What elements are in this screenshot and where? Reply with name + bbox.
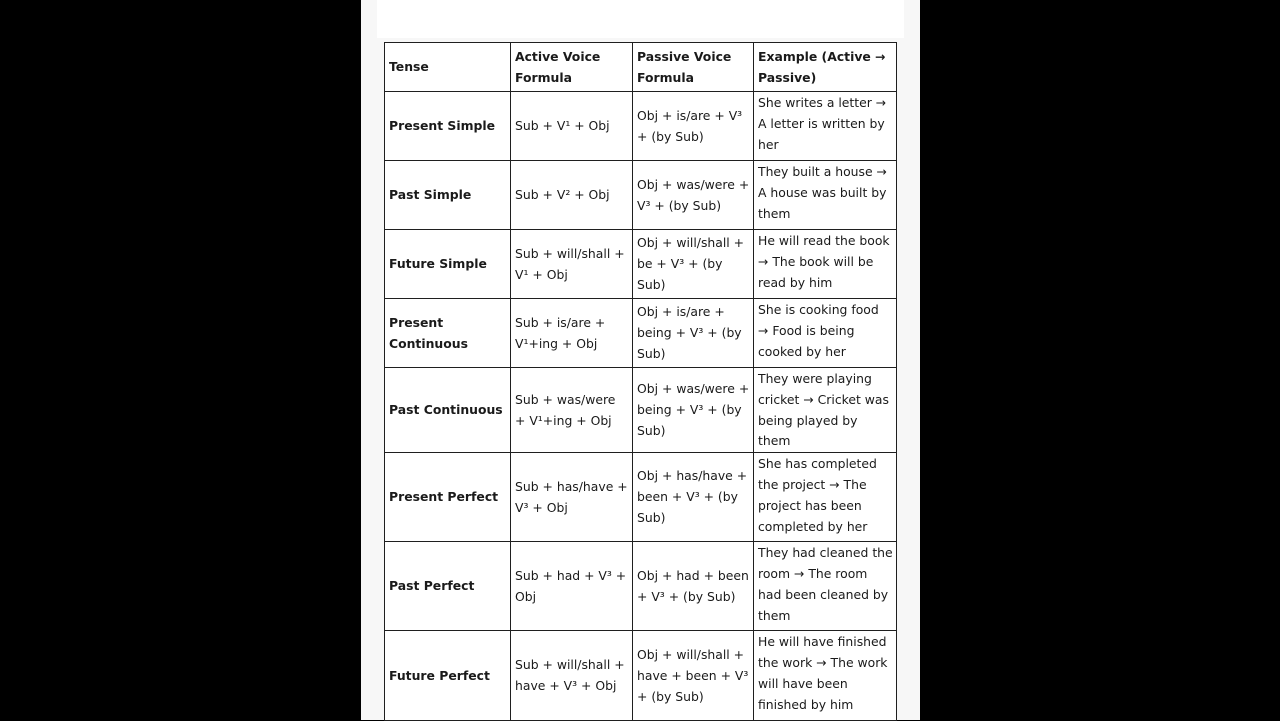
example-cell: He will have finished the work → The work will have been finished by him [754,631,897,721]
example-cell: They had cleaned the room → The room had been cleaned by them [754,542,897,631]
table-row [385,453,897,542]
tense-cell: Past Perfect [385,542,511,631]
example-cell: She is cooking food → Food is being cooked by her [754,299,897,368]
active-formula-cell: Sub + will/shall + have + V³ + Obj [511,631,633,721]
table-row [385,299,897,368]
active-formula-cell: Sub + is/are + V¹+ing + Obj [511,299,633,368]
table-header-row [385,43,897,92]
active-formula-cell: Sub + had + V³ + Obj [511,542,633,631]
example-cell: He will read the book → The book will be read by him [754,230,897,299]
active-formula-cell: Sub + V² + Obj [511,161,633,230]
table-row [385,368,897,453]
active-formula-cell: Sub + will/shall + V¹ + Obj [511,230,633,299]
passive-formula-cell: Obj + will/shall + be + V³ + (by Sub) [633,230,754,299]
table-row [385,542,897,631]
passive-formula-cell: Obj + is/are + being + V³ + (by Sub) [633,299,754,368]
header-example: Example (Active → Passive) [754,43,897,92]
example-cell: They built a house → A house was built by them [754,161,897,230]
tense-cell: Future Perfect [385,631,511,721]
passive-formula-cell: Obj + will/shall + have + been + V³ + (by Sub) [633,631,754,721]
example-cell: She writes a letter → A letter is written by her [754,92,897,161]
active-formula-cell: Sub + V¹ + Obj [511,92,633,161]
header-passive-formula: Passive Voice Formula [633,43,754,92]
table-row [385,230,897,299]
passive-formula-cell: Obj + has/have + been + V³ + (by Sub) [633,453,754,542]
table-row [385,631,897,721]
passive-formula-cell: Obj + was/were + V³ + (by Sub) [633,161,754,230]
example-cell: She has completed the project → The project has been completed by her [754,453,897,542]
passive-formula-cell: Obj + was/were + being + V³ + (by Sub) [633,368,754,453]
header-tense: Tense [385,43,511,92]
tense-cell: Past Simple [385,161,511,230]
table-row [385,92,897,161]
top-blank-strip [377,0,904,38]
tense-cell: Future Simple [385,230,511,299]
example-cell: They were playing cricket → Cricket was being played by them [754,368,897,453]
tense-cell: Past Continuous [385,368,511,453]
passive-formula-cell: Obj + had + been + V³ + (by Sub) [633,542,754,631]
table-row [385,161,897,230]
active-passive-voice-table [384,42,897,721]
passive-formula-cell: Obj + is/are + V³ + (by Sub) [633,92,754,161]
tense-cell: Present Continuous [385,299,511,368]
tense-cell: Present Simple [385,92,511,161]
document-page [361,0,920,720]
active-formula-cell: Sub + has/have + V³ + Obj [511,453,633,542]
active-formula-cell: Sub + was/were + V¹+ing + Obj [511,368,633,453]
header-active-formula: Active Voice Formula [511,43,633,92]
tense-cell: Present Perfect [385,453,511,542]
